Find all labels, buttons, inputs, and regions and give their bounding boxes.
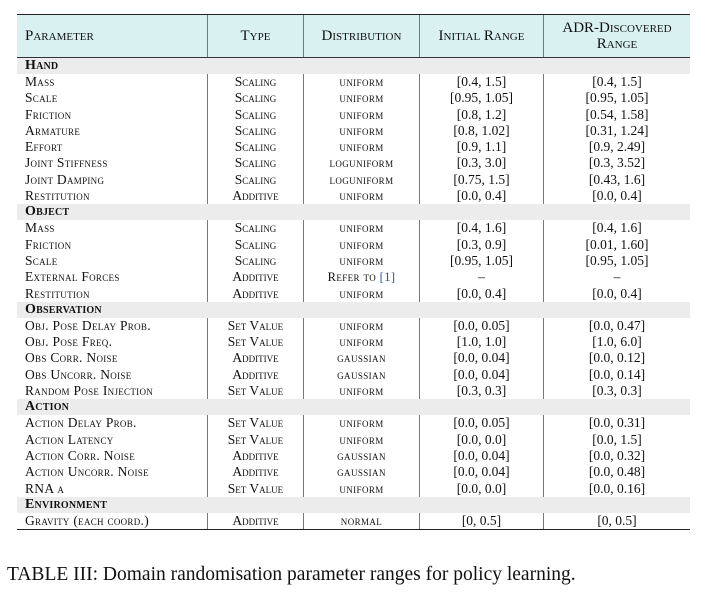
cell-distribution: gaussian (304, 350, 420, 366)
cell-distribution: uniform (304, 432, 420, 448)
cell-type: Set Value (208, 334, 304, 350)
cell-distribution: uniform (304, 139, 420, 155)
cell-parameter: Mass (17, 220, 208, 236)
cell-parameter: Action Corr. Noise (17, 448, 208, 464)
cell-parameter: External Forces (17, 269, 208, 285)
cell-parameter: Scale (17, 253, 208, 269)
cell-distribution: Refer to [1] (304, 269, 420, 285)
section-header: Environment (17, 497, 690, 513)
cell-initial: [0.0, 0.04] (420, 464, 544, 480)
cell-adr: [0.3, 3.52] (588, 155, 646, 171)
cell-distribution: uniform (304, 220, 420, 236)
cell-initial: [0.0, 0.0] (420, 432, 544, 448)
table-row (17, 334, 690, 350)
table-row (17, 253, 690, 269)
cell-adr: [0.4, 1.5] (592, 74, 642, 89)
cell-initial: [0.3, 0.9] (420, 237, 544, 253)
cell-distribution: uniform (304, 383, 420, 399)
table-row (17, 90, 690, 106)
table-row (17, 74, 690, 90)
cell-initial: [0.3, 0.3] (420, 383, 544, 399)
cell-distribution: uniform (304, 415, 420, 431)
cell-type: Scaling (208, 253, 304, 269)
table-row (17, 237, 690, 253)
table-row (17, 350, 690, 366)
cell-initial: [0.95, 1.05] (420, 253, 544, 269)
cell-adr: [0.4, 1.6] (592, 220, 642, 236)
table-row (17, 464, 690, 480)
cell-parameter: Effort (17, 139, 208, 155)
cell-adr: [0.01, 1.60] (585, 236, 649, 252)
cell-parameter: Friction (17, 107, 208, 123)
cell-parameter: Restitution (17, 188, 208, 204)
cell-adr: [0.9, 2.49] (588, 139, 646, 155)
cell-adr: [0.0, 0.14] (588, 366, 646, 382)
cell-type: Scaling (208, 107, 304, 123)
cell-adr: [0, 0.5] (597, 512, 637, 528)
cell-initial: [0.0, 0.04] (420, 448, 544, 464)
cell-parameter: Action Uncorr. Noise (17, 464, 208, 480)
cell-type: Scaling (208, 90, 304, 106)
cell-type: Additive (208, 286, 304, 302)
cell-type: Scaling (208, 139, 304, 155)
cell-type: Additive (208, 350, 304, 366)
cell-distribution: uniform (304, 74, 420, 90)
cell-distribution: uniform (304, 237, 420, 253)
cell-initial: [0.0, 0.04] (420, 350, 544, 366)
cell-type: Additive (208, 188, 304, 204)
cell-parameter: Scale (17, 90, 208, 106)
cell-adr: [0.0, 0.4] (592, 285, 642, 301)
table-row (17, 155, 690, 171)
cell-type: Additive (208, 269, 304, 285)
cell-type: Scaling (208, 74, 304, 90)
table-container (17, 14, 690, 530)
cell-distribution: uniform (304, 334, 420, 350)
table-row (17, 367, 690, 383)
table-row (17, 286, 690, 302)
cell-parameter: Mass (17, 74, 208, 90)
cell-type: Additive (208, 448, 304, 464)
cell-adr: [0.0, 0.12] (588, 350, 646, 366)
cell-type: Scaling (208, 123, 304, 139)
cell-initial: [0.0, 0.4] (420, 286, 544, 302)
section-header: Observation (17, 302, 690, 318)
header-initial-range: Initial Range (420, 15, 544, 57)
cell-type: Additive (208, 367, 304, 383)
table-row (17, 107, 690, 123)
cell-adr: [0.95, 1.05] (585, 252, 649, 268)
cell-distribution: loguniform (304, 155, 420, 171)
cell-adr: [0.95, 1.05] (585, 90, 649, 106)
section-header: Action (17, 399, 690, 415)
cell-distribution: uniform (304, 253, 420, 269)
cell-parameter: Joint Stiffness (17, 155, 208, 171)
table-body (17, 58, 690, 529)
cell-distribution: gaussian (304, 367, 420, 383)
cell-type: Set Value (208, 481, 304, 497)
cell-adr: [0.31, 1.24] (585, 122, 649, 138)
cell-type: Scaling (208, 155, 304, 171)
cell-adr: [0.3, 0.3] (592, 383, 642, 399)
cell-initial: [0.8, 1.02] (420, 123, 544, 139)
header-type: Type (208, 15, 304, 57)
cell-distribution: uniform (304, 481, 420, 497)
table-row (17, 172, 690, 188)
header-adr-range: ADR-Discovered Range (562, 20, 672, 52)
cell-initial: [0.95, 1.05] (420, 90, 544, 106)
cell-adr: – (613, 269, 621, 285)
cell-initial: [0.9, 1.1] (420, 139, 544, 155)
cell-initial: [0.3, 3.0] (420, 155, 544, 171)
cell-type: Scaling (208, 237, 304, 253)
cell-parameter: Obj. Pose Freq. (17, 334, 208, 350)
cell-parameter: Action Delay Prob. (17, 415, 208, 431)
table-row (17, 220, 690, 236)
cell-parameter: Armature (17, 123, 208, 139)
cell-distribution: uniform (304, 107, 420, 123)
cell-parameter: Gravity (each coord.) (17, 513, 208, 529)
cell-adr: [0.0, 0.16] (588, 480, 646, 496)
cell-parameter: Obs Corr. Noise (17, 350, 208, 366)
table-row (17, 513, 690, 529)
table-caption: TABLE III: Domain randomisation parameter ranges for policy learning. (7, 564, 576, 585)
cell-type: Additive (208, 513, 304, 529)
cell-initial: [0.0, 0.05] (420, 415, 544, 431)
table-row (17, 188, 690, 204)
cell-initial: [0, 0.5] (420, 513, 544, 529)
cell-parameter: Obj. Pose Delay Prob. (17, 318, 208, 334)
header-parameter: Parameter (17, 15, 208, 57)
cell-adr: [0.54, 1.58] (585, 106, 649, 122)
table-row (17, 448, 690, 464)
cell-parameter: Joint Damping (17, 172, 208, 188)
cell-type: Additive (208, 464, 304, 480)
cell-adr: [0.0, 0.31] (588, 415, 646, 431)
cell-parameter: Friction (17, 237, 208, 253)
cell-type: Set Value (208, 383, 304, 399)
cell-type: Set Value (208, 318, 304, 334)
cell-parameter: Obs Uncorr. Noise (17, 367, 208, 383)
cell-distribution: gaussian (304, 464, 420, 480)
cell-distribution: uniform (304, 318, 420, 334)
cell-distribution: uniform (304, 188, 420, 204)
cell-distribution: normal (304, 513, 420, 529)
table-row (17, 269, 690, 285)
header-distribution: Distribution (304, 15, 420, 57)
cell-initial: – (420, 269, 544, 285)
table-header (17, 15, 690, 58)
table-row (17, 383, 690, 399)
table-row (17, 432, 690, 448)
cell-initial: [0.4, 1.5] (420, 74, 544, 90)
cell-initial: [0.0, 0.05] (420, 318, 544, 334)
table-row (17, 318, 690, 334)
cell-initial: [0.0, 0.0] (420, 481, 544, 497)
parameter-table (17, 14, 690, 530)
cell-adr: [0.0, 1.5] (592, 431, 642, 447)
cell-adr: [0.43, 1.6] (588, 171, 646, 187)
cell-distribution: gaussian (304, 448, 420, 464)
cell-initial: [0.8, 1.2] (420, 107, 544, 123)
cell-type: Set Value (208, 432, 304, 448)
cell-type: Scaling (208, 220, 304, 236)
table-row (17, 415, 690, 431)
cell-adr: [0.0, 0.4] (592, 188, 642, 204)
cell-type: Scaling (208, 172, 304, 188)
cell-adr: [0.0, 0.32] (588, 447, 646, 463)
citation-link[interactable]: [1] (379, 270, 396, 285)
cell-distribution: uniform (304, 286, 420, 302)
cell-parameter: Random Pose Injection (17, 383, 208, 399)
table-row (17, 123, 690, 139)
cell-distribution: uniform (304, 123, 420, 139)
cell-initial: [0.4, 1.6] (420, 220, 544, 236)
cell-initial: [0.0, 0.04] (420, 367, 544, 383)
cell-type: Set Value (208, 415, 304, 431)
cell-initial: [0.75, 1.5] (420, 172, 544, 188)
cell-parameter: Action Latency (17, 432, 208, 448)
cell-initial: [0.0, 0.4] (420, 188, 544, 204)
section-header: Hand (17, 58, 690, 74)
cell-distribution: loguniform (304, 172, 420, 188)
table-row (17, 139, 690, 155)
table-row (17, 481, 690, 497)
cell-adr: [0.0, 0.48] (588, 464, 646, 480)
cell-adr: [1.0, 6.0] (592, 334, 642, 350)
cell-initial: [1.0, 1.0] (420, 334, 544, 350)
cell-distribution: uniform (304, 90, 420, 106)
section-header: Object (17, 204, 690, 220)
cell-parameter: Restitution (17, 286, 208, 302)
cell-parameter: RNA α (17, 481, 208, 497)
cell-adr: [0.0, 0.47] (588, 317, 646, 333)
